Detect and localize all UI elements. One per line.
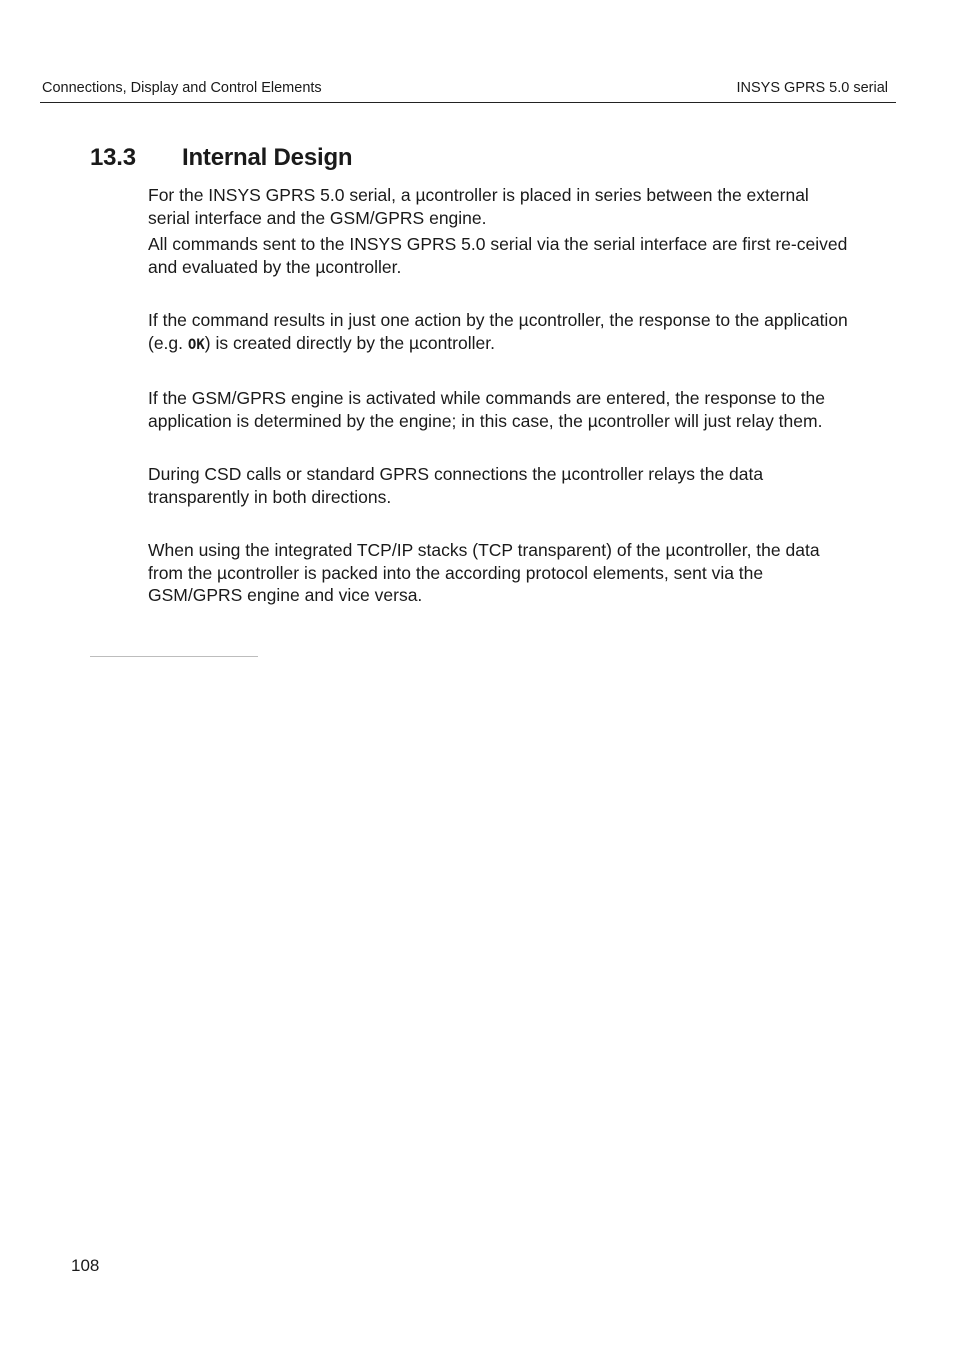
page-header	[40, 78, 896, 103]
paragraph-3-text-start: If the command results in just one action by the µcontroller, the response to the application (e.g.	[148, 310, 848, 353]
paragraph-3-text-end: ) is created directly by the µcontroller.	[204, 332, 495, 353]
page-number: 108	[71, 1256, 100, 1275]
section-number: 13.3	[90, 144, 136, 171]
paragraph-6: When using the integrated TCP/IP stacks (TCP transparent) of the µcontroller, the data from the µcontroller is packed into the according protocol elements, sent via the GSM/GPRS engine and vice versa.	[148, 540, 820, 605]
header-product-name: INSYS GPRS 5.0 serial	[736, 80, 888, 96]
section-heading	[90, 144, 352, 172]
section-body	[148, 184, 848, 607]
paragraph-1: For the INSYS GPRS 5.0 serial, a µcontroller is placed in series between the external serial interface and the GSM/GPRS engine.	[148, 185, 809, 228]
paragraph-4: If the GSM/GPRS engine is activated while commands are entered, the response to the application is determined by the engine; in this case, the µcontroller will just relay them.	[148, 388, 826, 431]
footnote-separator	[90, 656, 258, 657]
paragraph-2: All commands sent to the INSYS GPRS 5.0 serial via the serial interface are first re-ceived and evaluated by the µcontroller.	[148, 234, 848, 277]
header-chapter-title: Connections, Display and Control Elements	[42, 80, 322, 96]
paragraph-3	[148, 309, 848, 356]
section-title: Internal Design	[182, 144, 353, 171]
paragraph-5: During CSD calls or standard GPRS connections the µcontroller relays the data transparently in both directions.	[148, 464, 764, 507]
inline-code-ok: OK	[187, 336, 205, 353]
